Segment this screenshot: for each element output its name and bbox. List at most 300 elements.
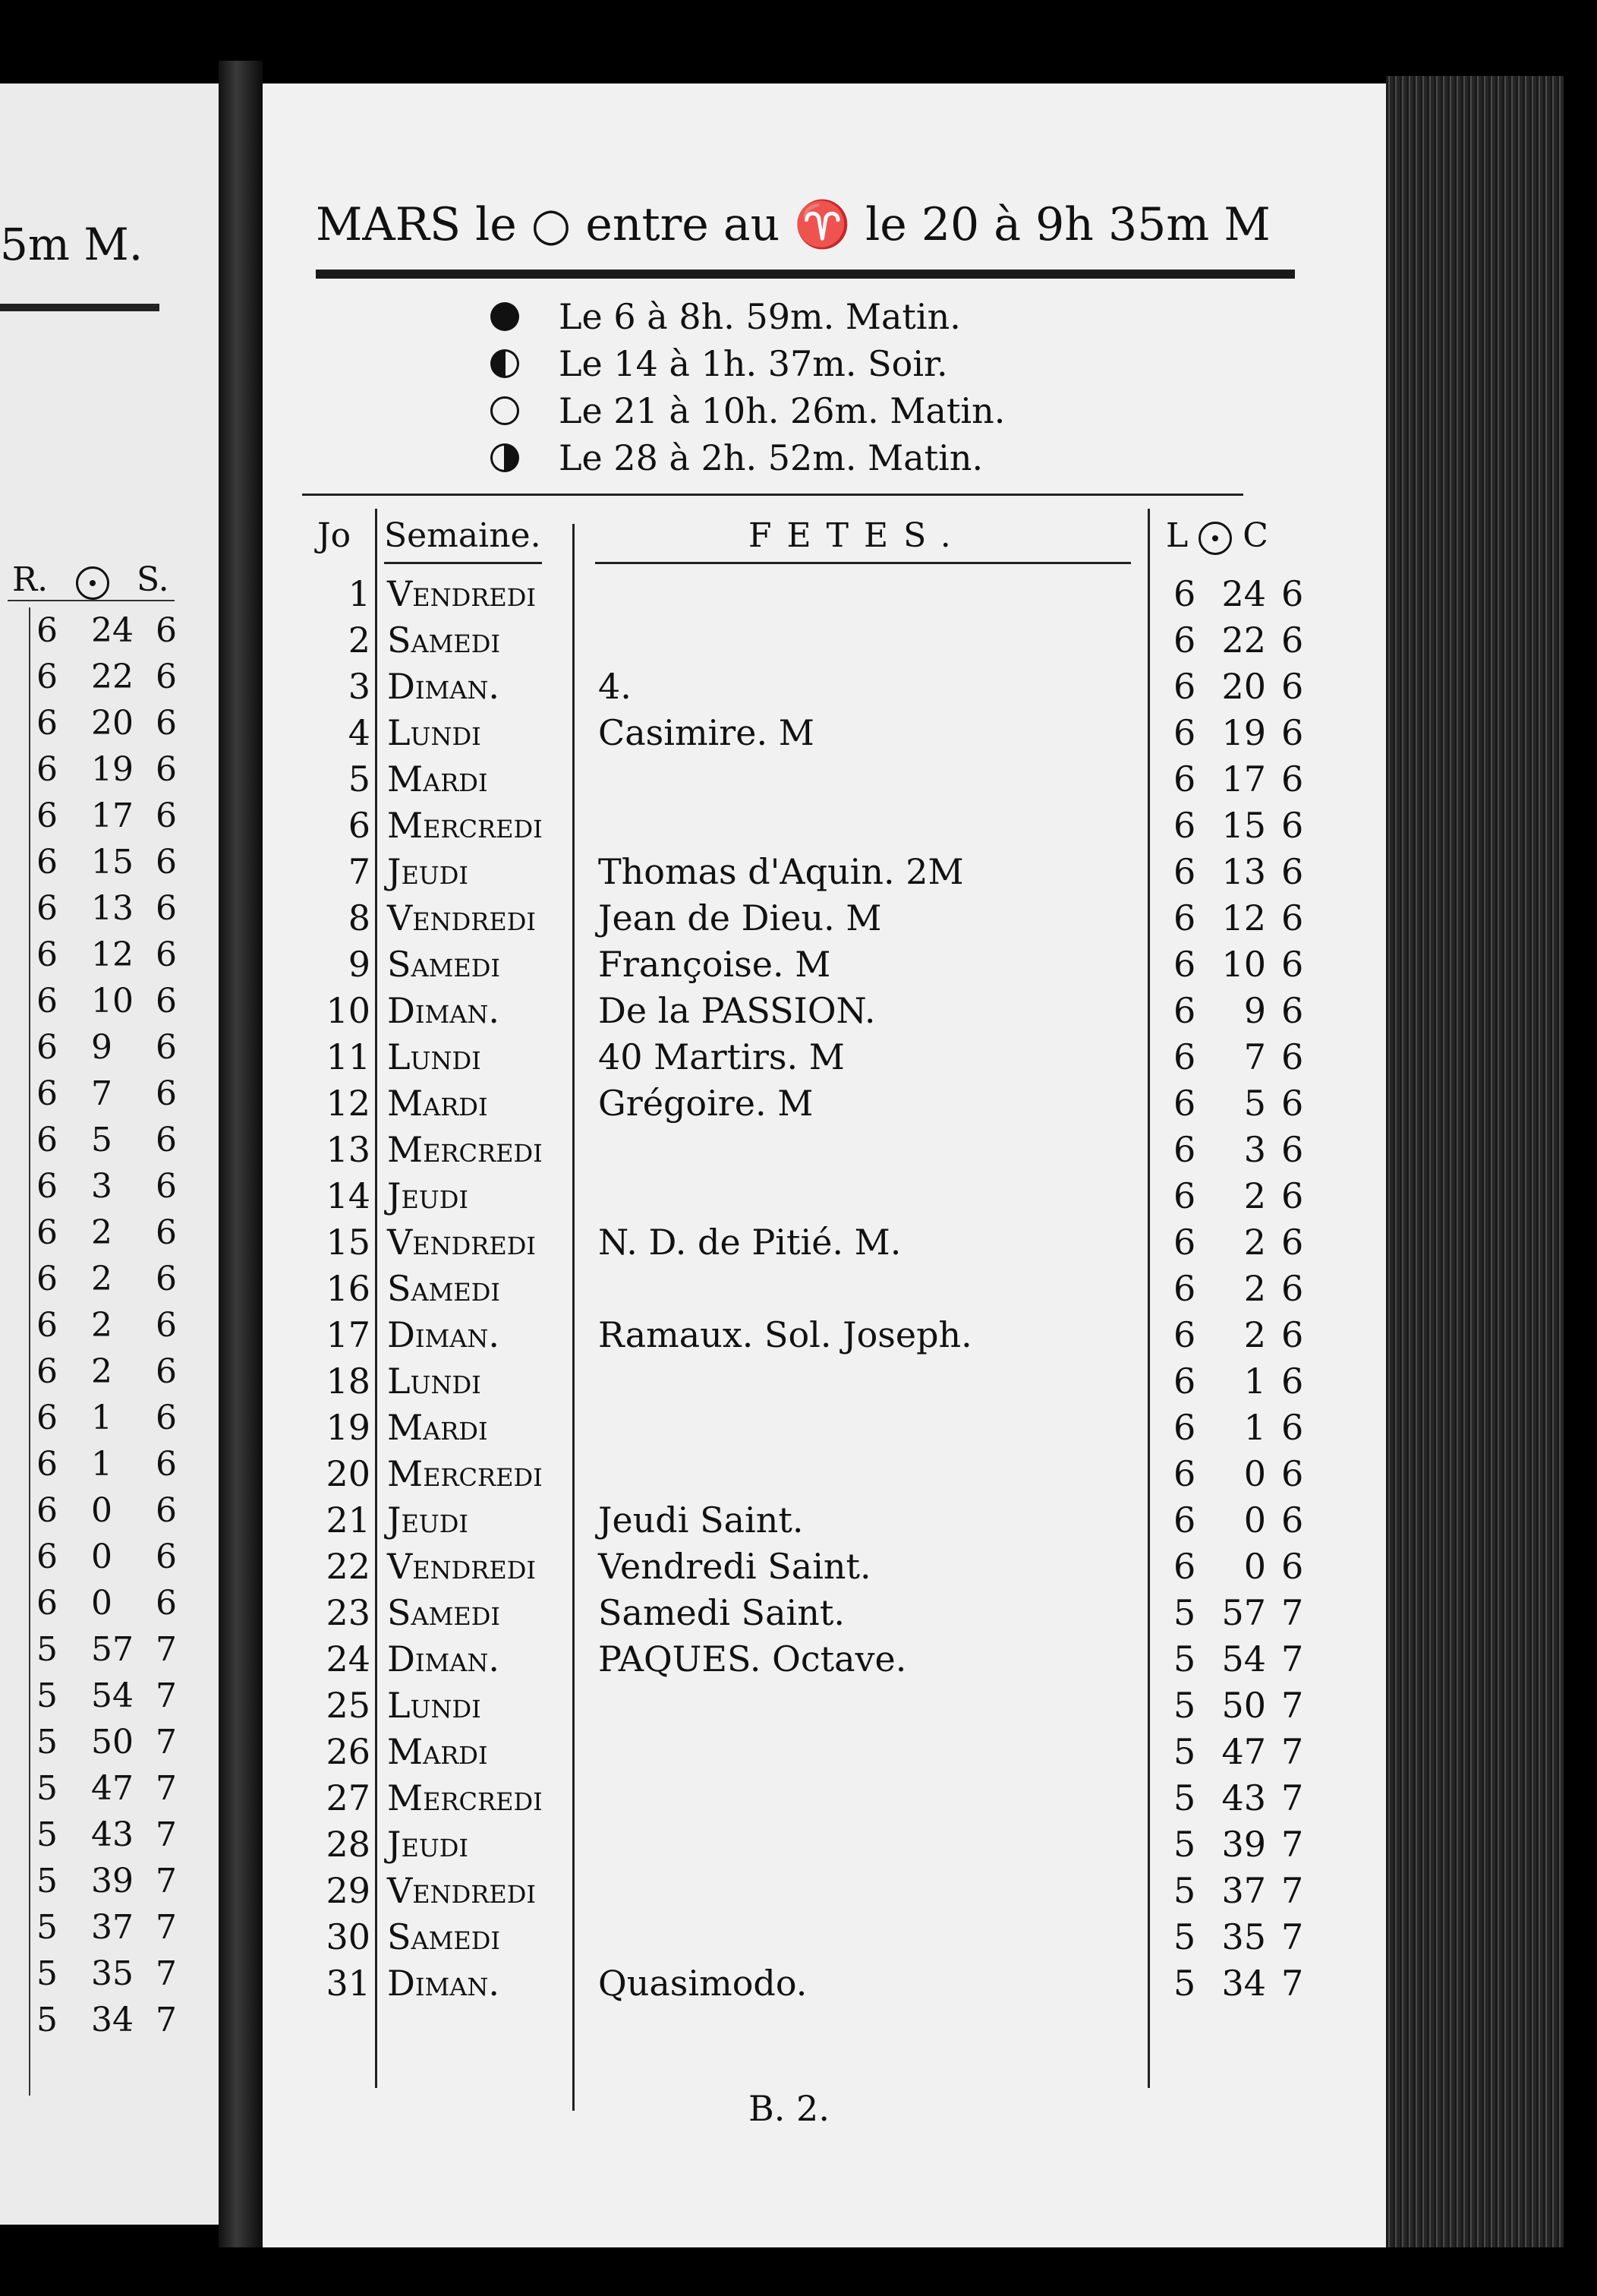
table-row [0, 2001, 219, 2047]
table-row [302, 666, 1304, 712]
left-set-cell: 6 [156, 1260, 177, 1298]
minute-cell: 13 [1221, 851, 1266, 892]
left-rise-cell: 6 [36, 1260, 58, 1298]
table-row [302, 1083, 1304, 1129]
table-row [302, 990, 1304, 1036]
sunset-hour-cell: 6 [1281, 573, 1304, 614]
table-row [302, 758, 1304, 805]
minute-cell: 37 [1221, 1870, 1266, 1911]
weekday-cell: Mercredi [387, 1129, 543, 1170]
fete-cell: De la PASSION. [598, 990, 876, 1031]
table-row [0, 1584, 219, 1630]
left-rise-cell: 6 [36, 796, 58, 835]
table-row [0, 1352, 219, 1399]
header-jour: Jo [317, 516, 351, 555]
minute-cell: 54 [1221, 1638, 1266, 1679]
weekday-cell: Diman. [387, 666, 500, 707]
day-cell: 25 [326, 1685, 370, 1726]
sunrise-hour-cell: 5 [1173, 1685, 1196, 1726]
book-gutter [219, 61, 263, 2247]
left-title-rule [0, 304, 159, 311]
minute-cell: 0 [1243, 1453, 1266, 1494]
header-c: C [1243, 516, 1268, 555]
left-set-cell: 6 [156, 1028, 177, 1067]
table-row [0, 1121, 219, 1167]
weekday-cell: Jeudi [387, 1824, 469, 1865]
sunrise-hour-cell: 6 [1173, 1361, 1196, 1402]
left-minute-cell: 9 [91, 1028, 112, 1067]
sunrise-hour-cell: 6 [1173, 1407, 1196, 1448]
sunset-hour-cell: 6 [1281, 712, 1304, 753]
left-rise-cell: 6 [36, 1352, 58, 1391]
page-signature: B. 2. [748, 2088, 830, 2129]
table-row [302, 1314, 1304, 1361]
left-minute-cell: 13 [91, 889, 134, 928]
day-cell: 26 [326, 1731, 370, 1772]
day-cell: 29 [326, 1870, 370, 1911]
minute-cell: 19 [1221, 712, 1266, 753]
phase-row [490, 437, 1249, 484]
header-sun-times [1166, 516, 1268, 555]
left-minute-cell: 15 [91, 843, 134, 882]
table-row [0, 982, 219, 1028]
minute-cell: 35 [1221, 1916, 1266, 1957]
fete-cell: Ramaux. Sol. Joseph. [598, 1314, 972, 1355]
table-row [302, 1175, 1304, 1222]
sunset-hour-cell: 7 [1281, 1870, 1304, 1911]
left-rise-cell: 6 [36, 1399, 58, 1437]
left-set-cell: 7 [156, 1769, 177, 1808]
day-cell: 20 [326, 1453, 370, 1494]
minute-cell: 7 [1243, 1036, 1266, 1077]
sunset-hour-cell: 6 [1281, 1453, 1304, 1494]
weekday-cell: Samedi [387, 944, 501, 985]
table-row [302, 1453, 1304, 1500]
left-set-cell: 7 [156, 1723, 177, 1761]
first-quarter-icon [490, 349, 519, 378]
fete-cell: 40 Martirs. M [598, 1036, 845, 1077]
day-cell: 31 [326, 1963, 370, 2004]
day-cell: 2 [348, 620, 370, 661]
day-cell: 17 [326, 1314, 370, 1355]
sunrise-hour-cell: 6 [1173, 573, 1196, 614]
right-page [263, 84, 1386, 2247]
table-row [0, 1167, 219, 1213]
left-minute-cell: 10 [91, 982, 134, 1020]
left-minute-cell: 2 [91, 1213, 112, 1252]
header-underline [384, 562, 542, 564]
weekday-cell: Diman. [387, 1963, 500, 2004]
left-minute-cell: 2 [91, 1352, 112, 1391]
day-cell: 18 [326, 1361, 370, 1402]
table-row [302, 1546, 1304, 1592]
moon-phases [490, 296, 1249, 484]
weekday-cell: Mardi [387, 1407, 488, 1448]
left-set-cell: 6 [156, 1352, 177, 1391]
day-cell: 12 [326, 1083, 370, 1124]
left-minute-cell: 19 [91, 750, 134, 789]
left-set-cell: 6 [156, 889, 177, 928]
sunrise-hour-cell: 5 [1173, 1916, 1196, 1957]
sunset-hour-cell: 6 [1281, 1314, 1304, 1355]
table-row [302, 1500, 1304, 1546]
weekday-cell: Lundi [387, 1036, 481, 1077]
left-set-cell: 7 [156, 1676, 177, 1715]
sun-icon [1199, 516, 1232, 555]
left-table-body [0, 611, 219, 2047]
table-row [0, 1676, 219, 1723]
minute-cell: 57 [1221, 1592, 1266, 1633]
left-rise-cell: 6 [36, 1121, 58, 1159]
sunset-hour-cell: 7 [1281, 1685, 1304, 1726]
sunset-hour-cell: 6 [1281, 851, 1304, 892]
weekday-cell: Mardi [387, 1083, 488, 1124]
left-rise-cell: 6 [36, 843, 58, 882]
sunset-hour-cell: 7 [1281, 1638, 1304, 1679]
weekday-cell: Vendredi [387, 1222, 536, 1263]
fete-cell: Quasimodo. [598, 1963, 808, 2004]
left-rise-cell: 6 [36, 1584, 58, 1623]
table-row [302, 620, 1304, 666]
left-set-cell: 6 [156, 1399, 177, 1437]
fete-cell: Samedi Saint. [598, 1592, 845, 1633]
left-set-cell: 6 [156, 843, 177, 882]
table-row [0, 704, 219, 750]
calendar-table-body [302, 573, 1304, 2009]
sunrise-hour-cell: 6 [1173, 990, 1196, 1031]
header-underline [595, 562, 1131, 564]
left-minute-cell: 54 [91, 1676, 134, 1715]
left-rise-cell: 5 [36, 1815, 58, 1854]
sunrise-hour-cell: 6 [1173, 944, 1196, 985]
left-rise-cell: 5 [36, 1769, 58, 1808]
sunrise-hour-cell: 6 [1173, 1083, 1196, 1124]
weekday-cell: Lundi [387, 712, 481, 753]
left-set-cell: 6 [156, 1445, 177, 1484]
fete-cell: Grégoire. M [598, 1083, 814, 1124]
left-minute-cell: 5 [91, 1121, 112, 1159]
minute-cell: 22 [1221, 620, 1266, 661]
minute-cell: 24 [1221, 573, 1266, 614]
sunrise-hour-cell: 5 [1173, 1870, 1196, 1911]
sunset-hour-cell: 6 [1281, 944, 1304, 985]
minute-cell: 50 [1221, 1685, 1266, 1726]
minute-cell: 2 [1243, 1175, 1266, 1216]
left-set-cell: 6 [156, 750, 177, 789]
minute-cell: 0 [1243, 1546, 1266, 1587]
minute-cell: 1 [1243, 1361, 1266, 1402]
header-semaine: Semaine. [384, 516, 541, 555]
fete-cell: Jean de Dieu. M [598, 897, 882, 938]
left-set-cell: 7 [156, 1954, 177, 1993]
left-set-cell: 6 [156, 1491, 177, 1530]
sunrise-hour-cell: 6 [1173, 1314, 1196, 1355]
left-minute-cell: 39 [91, 1862, 134, 1900]
minute-cell: 1 [1243, 1407, 1266, 1448]
table-row [0, 1491, 219, 1538]
weekday-cell: Vendredi [387, 1546, 536, 1587]
minute-cell: 15 [1221, 805, 1266, 846]
left-rise-cell: 6 [36, 1167, 58, 1206]
minute-cell: 47 [1221, 1731, 1266, 1772]
left-rise-cell: 5 [36, 1676, 58, 1715]
left-minute-cell: 17 [91, 796, 134, 835]
left-rise-cell: 6 [36, 1445, 58, 1484]
table-row [302, 1685, 1304, 1731]
minute-cell: 9 [1243, 990, 1266, 1031]
table-row [0, 1723, 219, 1769]
left-rise-cell: 5 [36, 1908, 58, 1947]
weekday-cell: Mercredi [387, 805, 543, 846]
day-cell: 24 [326, 1638, 370, 1679]
last-quarter-icon [490, 443, 519, 472]
weekday-cell: Lundi [387, 1685, 481, 1726]
table-row [302, 1036, 1304, 1083]
left-rise-cell: 6 [36, 658, 58, 696]
sunrise-hour-cell: 6 [1173, 1129, 1196, 1170]
left-minute-cell: 0 [91, 1584, 112, 1623]
sunrise-hour-cell: 6 [1173, 1036, 1196, 1077]
table-row [302, 1638, 1304, 1685]
left-set-cell: 6 [156, 1306, 177, 1345]
left-minute-cell: 37 [91, 1908, 134, 1947]
sunset-hour-cell: 6 [1281, 990, 1304, 1031]
sunset-hour-cell: 7 [1281, 1824, 1304, 1865]
table-row [0, 935, 219, 982]
sunset-hour-cell: 6 [1281, 1268, 1304, 1309]
left-set-cell: 6 [156, 796, 177, 835]
table-row [302, 1916, 1304, 1963]
left-rise-cell: 6 [36, 611, 58, 650]
table-row [0, 1954, 219, 2001]
sunrise-hour-cell: 5 [1173, 1731, 1196, 1772]
table-row [0, 1260, 219, 1306]
day-cell: 23 [326, 1592, 370, 1633]
minute-cell: 2 [1243, 1268, 1266, 1309]
minute-cell: 5 [1243, 1083, 1266, 1124]
page-title: MARS le ○ entre au ♈ le 20 à 9h 35m M [316, 198, 1271, 251]
sunset-hour-cell: 6 [1281, 620, 1304, 661]
full-moon-icon [490, 302, 519, 331]
sunrise-hour-cell: 5 [1173, 1824, 1196, 1865]
weekday-cell: Mercredi [387, 1777, 543, 1818]
table-row [0, 1769, 219, 1815]
table-row [0, 658, 219, 704]
header-l: L [1166, 516, 1189, 555]
weekday-cell: Jeudi [387, 1175, 469, 1216]
weekday-cell: Diman. [387, 990, 500, 1031]
sunrise-hour-cell: 6 [1173, 851, 1196, 892]
sunset-hour-cell: 6 [1281, 1361, 1304, 1402]
table-row [0, 1815, 219, 1862]
sunset-hour-cell: 6 [1281, 1175, 1304, 1216]
left-rise-cell: 5 [36, 1954, 58, 1993]
left-set-cell: 6 [156, 658, 177, 696]
sunset-hour-cell: 6 [1281, 897, 1304, 938]
table-row [302, 1963, 1304, 2009]
left-minute-cell: 43 [91, 1815, 134, 1854]
left-set-cell: 7 [156, 2001, 177, 2039]
left-rise-cell: 6 [36, 750, 58, 789]
day-cell: 6 [348, 805, 370, 846]
day-cell: 19 [326, 1407, 370, 1448]
minute-cell: 0 [1243, 1500, 1266, 1541]
weekday-cell: Mercredi [387, 1453, 543, 1494]
table-row [0, 1399, 219, 1445]
sunrise-hour-cell: 6 [1173, 897, 1196, 938]
phase-row [490, 390, 1249, 437]
sunset-hour-cell: 6 [1281, 666, 1304, 707]
phase-text: Le 21 à 10h. 26m. Matin. [559, 390, 1006, 431]
table-row [0, 750, 219, 796]
left-set-cell: 7 [156, 1862, 177, 1900]
left-minute-cell: 2 [91, 1260, 112, 1298]
sunset-hour-cell: 6 [1281, 1083, 1304, 1124]
left-rise-cell: 5 [36, 2001, 58, 2039]
table-row [302, 1129, 1304, 1175]
header-fetes: FETES. [748, 516, 966, 555]
minute-cell: 10 [1221, 944, 1266, 985]
weekday-cell: Samedi [387, 1916, 501, 1957]
left-minute-cell: 57 [91, 1630, 134, 1669]
day-cell: 15 [326, 1222, 370, 1263]
sunset-hour-cell: 6 [1281, 805, 1304, 846]
left-rise-cell: 6 [36, 982, 58, 1020]
left-set-cell: 6 [156, 1121, 177, 1159]
table-row [0, 1862, 219, 1908]
sunrise-hour-cell: 5 [1173, 1592, 1196, 1633]
weekday-cell: Samedi [387, 1592, 501, 1633]
day-cell: 28 [326, 1824, 370, 1865]
minute-cell: 39 [1221, 1824, 1266, 1865]
weekday-cell: Diman. [387, 1314, 500, 1355]
left-minute-cell: 12 [91, 935, 134, 974]
left-minute-cell: 2 [91, 1306, 112, 1345]
table-row [0, 1028, 219, 1074]
phase-row [490, 296, 1249, 343]
weekday-cell: Mardi [387, 758, 488, 800]
day-cell: 4 [348, 712, 370, 753]
table-row [302, 1592, 1304, 1638]
sunset-hour-cell: 6 [1281, 758, 1304, 800]
sunrise-hour-cell: 6 [1173, 666, 1196, 707]
left-minute-cell: 47 [91, 1769, 134, 1808]
left-set-cell: 6 [156, 1213, 177, 1252]
minute-cell: 34 [1221, 1963, 1266, 2004]
sunset-hour-cell: 7 [1281, 1731, 1304, 1772]
minute-cell: 43 [1221, 1777, 1266, 1818]
left-set-cell: 6 [156, 611, 177, 650]
table-row [302, 851, 1304, 897]
fete-cell: Casimire. M [598, 712, 814, 753]
sunset-hour-cell: 7 [1281, 1916, 1304, 1957]
minute-cell: 12 [1221, 897, 1266, 938]
left-page [0, 84, 219, 2225]
left-set-cell: 6 [156, 1538, 177, 1576]
left-rise-cell: 6 [36, 1213, 58, 1252]
day-cell: 8 [348, 897, 370, 938]
table-row [302, 1361, 1304, 1407]
weekday-cell: Samedi [387, 620, 501, 661]
sunset-hour-cell: 6 [1281, 1407, 1304, 1448]
sunset-hour-cell: 7 [1281, 1963, 1304, 2004]
phase-text: Le 28 à 2h. 52m. Matin. [559, 437, 984, 478]
left-minute-cell: 34 [91, 2001, 134, 2039]
left-minute-cell: 35 [91, 1954, 134, 1993]
table-row [0, 1630, 219, 1676]
day-cell: 3 [348, 666, 370, 707]
sunrise-hour-cell: 6 [1173, 1453, 1196, 1494]
table-row [0, 1306, 219, 1352]
day-cell: 27 [326, 1777, 370, 1818]
left-set-cell: 6 [156, 935, 177, 974]
weekday-cell: Mardi [387, 1731, 488, 1772]
sunrise-hour-cell: 6 [1173, 712, 1196, 753]
weekday-cell: Diman. [387, 1638, 500, 1679]
weekday-cell: Jeudi [387, 851, 469, 892]
weekday-cell: Lundi [387, 1361, 481, 1402]
minute-cell: 20 [1221, 666, 1266, 707]
left-rise-cell: 5 [36, 1723, 58, 1761]
table-row [302, 1870, 1304, 1916]
sunrise-hour-cell: 5 [1173, 1777, 1196, 1818]
day-cell: 10 [326, 990, 370, 1031]
left-minute-cell: 1 [91, 1399, 112, 1437]
sunrise-hour-cell: 6 [1173, 1222, 1196, 1263]
left-minute-cell: 7 [91, 1074, 112, 1113]
fete-cell: Vendredi Saint. [598, 1546, 871, 1587]
new-moon-icon [490, 396, 519, 425]
left-rise-cell: 6 [36, 935, 58, 974]
sunrise-hour-cell: 6 [1173, 1268, 1196, 1309]
left-set-cell: 7 [156, 1815, 177, 1854]
phase-text: Le 6 à 8h. 59m. Matin. [559, 296, 961, 337]
table-row [302, 944, 1304, 990]
left-header-set: S. [137, 560, 169, 599]
left-column-header [8, 554, 175, 601]
left-minute-cell: 3 [91, 1167, 112, 1206]
day-cell: 11 [326, 1036, 370, 1077]
minute-cell: 3 [1243, 1129, 1266, 1170]
left-set-cell: 6 [156, 1074, 177, 1113]
table-row [302, 897, 1304, 944]
day-cell: 13 [326, 1129, 370, 1170]
left-set-cell: 7 [156, 1630, 177, 1669]
sunrise-hour-cell: 6 [1173, 805, 1196, 846]
left-minute-cell: 50 [91, 1723, 134, 1761]
table-top-rule [302, 494, 1243, 496]
left-set-cell: 7 [156, 1908, 177, 1947]
sunrise-hour-cell: 5 [1173, 1638, 1196, 1679]
table-row [302, 712, 1304, 758]
minute-cell: 2 [1243, 1222, 1266, 1263]
table-row [0, 1908, 219, 1954]
fete-cell: PAQUES. Octave. [598, 1638, 907, 1679]
table-row [0, 1445, 219, 1491]
left-rise-cell: 5 [36, 1862, 58, 1900]
left-rise-cell: 6 [36, 889, 58, 928]
phase-text: Le 14 à 1h. 37m. Soir. [559, 343, 948, 384]
table-row [0, 611, 219, 658]
table-row [0, 796, 219, 843]
day-cell: 16 [326, 1268, 370, 1309]
sunrise-hour-cell: 6 [1173, 758, 1196, 800]
left-page-title-fragment: 5m M. [0, 219, 143, 270]
left-minute-cell: 1 [91, 1445, 112, 1484]
table-row [0, 1213, 219, 1260]
left-rise-cell: 6 [36, 704, 58, 743]
table-row [0, 1074, 219, 1121]
